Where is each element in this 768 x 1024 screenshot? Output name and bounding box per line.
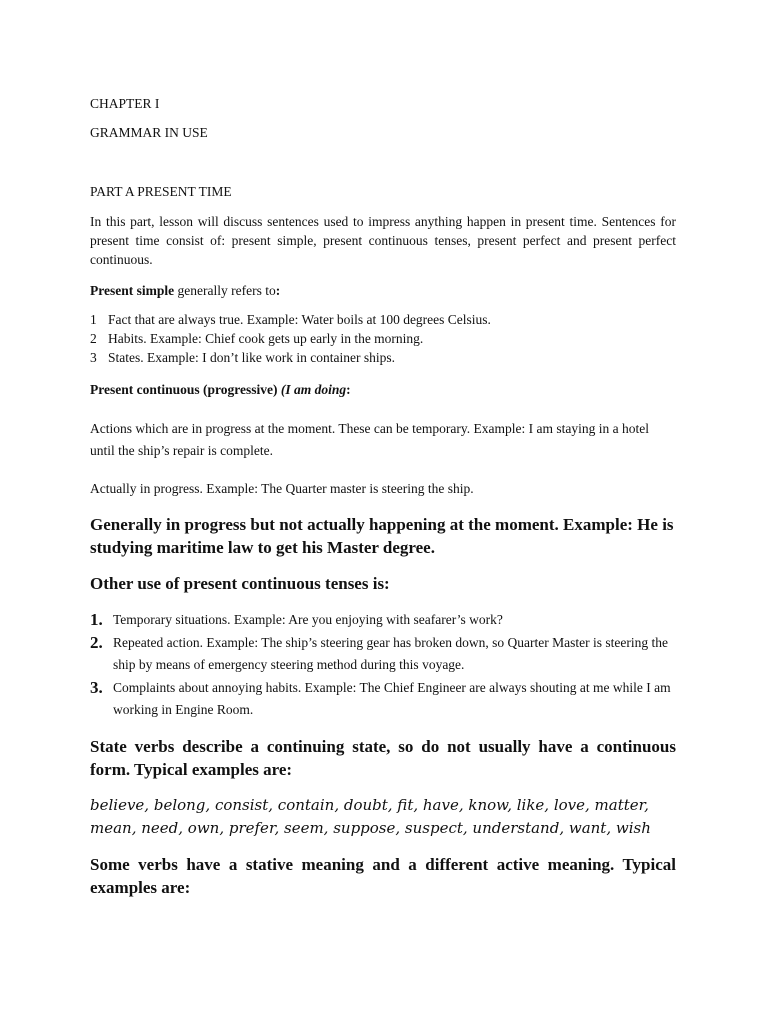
list-item-text: Complaints about annoying habits. Example: The Chief Engineer are always shouting at me while I am working in Engine Room. — [113, 679, 671, 717]
intro-paragraph: In this part, lesson will discuss sentences used to impress anything happen in present time. Sentences for present time consist of: present simple, present continuous tenses, present perfect and present perfect continuous. — [90, 214, 676, 267]
list-item — [90, 609, 676, 632]
present-continuous-paragraph-1: Actions which are in progress at the moment. These can be temporary. Example: I am staying in a hotel until the ship’s repair is complete. — [90, 421, 649, 458]
list-item-number: 2 — [90, 331, 97, 346]
present-simple-heading-colon: : — [275, 283, 281, 298]
present-simple-heading-rest: generally refers to — [174, 283, 276, 298]
list-item-number: 3. — [90, 677, 103, 697]
list-item — [90, 677, 676, 722]
other-use-list — [90, 609, 676, 722]
chapter-title: GRAMMAR IN USE — [90, 125, 208, 140]
list-item-number: 2. — [90, 632, 103, 652]
stative-active-heading: Some verbs have a stative meaning and a different active meaning. Typical examples are: — [90, 855, 676, 897]
present-simple-list — [90, 310, 676, 367]
list-item-text: Repeated action. Example: The ship’s steering gear has broken down, so Quarter Master is steering the ship by means of emergency steering method during this voyage. — [113, 634, 668, 672]
present-continuous-term: Present continuous (progressive) — [90, 382, 281, 397]
present-continuous-heading-colon: : — [346, 382, 351, 397]
part-heading: PART A PRESENT TIME — [90, 184, 232, 199]
list-item — [90, 632, 676, 677]
present-continuous-paragraph-3: Generally in progress but not actually happening at the moment. Example: He is studying maritime law to get his Master degree. — [90, 515, 674, 557]
present-continuous-paragraph-2: Actually in progress. Example: The Quarter master is steering the ship. — [90, 481, 474, 496]
state-verbs-heading: State verbs describe a continuing state, so do not usually have a continuous form. Typical examples are: — [90, 737, 676, 779]
list-item-number: 3 — [90, 350, 97, 365]
other-use-heading: Other use of present continuous tenses is: — [90, 574, 390, 593]
present-continuous-heading — [90, 380, 676, 399]
present-simple-heading — [90, 281, 676, 300]
present-simple-term: Present simple — [90, 283, 175, 298]
state-verbs-examples: believe, belong, consist, contain, doubt, fit, have, know, like, love, matter, mean, need, own, prefer, seem, suppose, suspect, understand, want, wish — [90, 796, 651, 837]
chapter-label: CHAPTER I — [90, 96, 160, 111]
list-item — [90, 329, 676, 348]
list-item — [90, 348, 676, 367]
list-item-text: States. Example: I don’t like work in container ships. — [108, 350, 395, 365]
present-continuous-example: (I am doing — [280, 382, 347, 397]
list-item-text: Fact that are always true. Example: Water boils at 100 degrees Celsius. — [108, 312, 491, 327]
list-item — [90, 310, 676, 329]
list-item-text: Habits. Example: Chief cook gets up early in the morning. — [108, 331, 424, 346]
list-item-number: 1 — [90, 312, 97, 327]
list-item-text: Temporary situations. Example: Are you enjoying with seafarer’s work? — [113, 612, 503, 627]
list-item-number: 1. — [90, 610, 103, 629]
